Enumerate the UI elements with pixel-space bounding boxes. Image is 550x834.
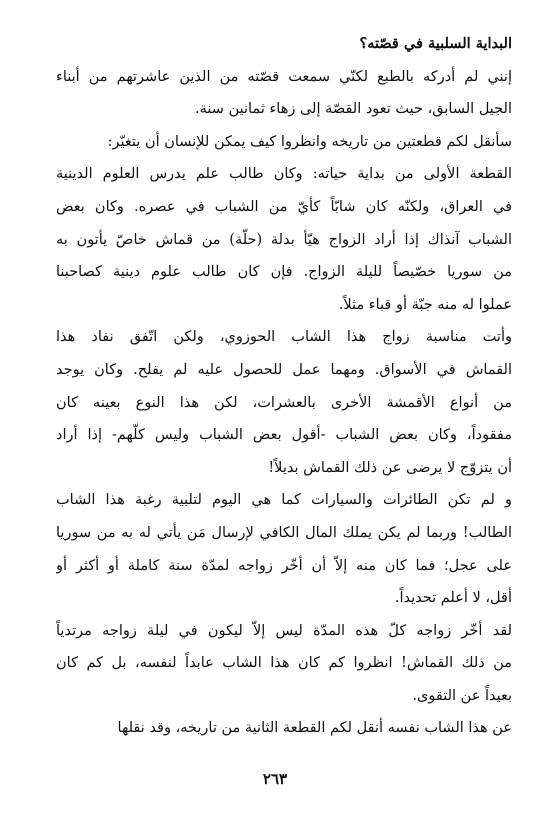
paragraph — [56, 321, 512, 484]
heading-line: البداية السلبية في قصّته؟ — [359, 35, 512, 52]
paragraph — [56, 158, 512, 321]
text-line: الشباب آنذاك إذا أراد الزواج هيّأ بدلة (حلّة) من قماش خاصّ يأتون به — [56, 231, 512, 248]
text-line: أن يتزوّج لا يرضى عن ذلك القماش بديلاً! — [268, 459, 512, 476]
text-line: بعيداً عن التقوى. — [412, 687, 512, 704]
paragraph-list — [56, 61, 512, 745]
page-number: ٢٦٣ — [262, 770, 288, 788]
text-line: أقل، لا أعلم تحديداً. — [394, 590, 512, 607]
text-line: الجيل السابق، حيث تعود القصّة إلى زهاء ثمانين سنة. — [195, 101, 512, 118]
text-line: وأتت مناسبة زواج هذا الشاب الحوزوي، ولكن اتّفق نفاد هذا — [56, 329, 512, 346]
paragraph — [56, 61, 512, 126]
text-line: سأنقل لكم قطعتين من تاريخه وانظروا كيف يمكن للإنسان أن يتغيّر: — [107, 133, 512, 150]
paragraph — [56, 615, 512, 713]
text-line: القماش في الأسواق. ومهما عمل للحصول عليه لم يفلح. وكان يوجد — [56, 361, 512, 378]
paragraph — [56, 126, 512, 159]
text-line: لقد أخّر زواجه كلّ هذه المدّة ليس إلاّ ليكون في ليلة زواجه مرتدياً — [56, 622, 512, 639]
text-line: عن هذا الشاب نفسه أنقل لكم القطعة الثانية من تاريخه، وقد نقلها — [117, 720, 512, 737]
text-line: في العراق، ولكنّه كان شابّاً كأيّ من الشباب في عصره. وكان بعض — [56, 198, 512, 215]
text-line: من أنواع الأقمشة الأخرى بالعشرات، لكن هذا النوع بعينه كان — [56, 394, 512, 411]
paragraph — [56, 484, 512, 614]
section-heading — [56, 28, 512, 61]
paragraph — [56, 712, 512, 745]
text-line: مفقوداً، وكان بعض الشباب -أقول بعض الشباب وليس كلّهم- إذا أراد — [56, 427, 512, 444]
text-line: القطعة الأولى من بداية حياته: وكان طالب علم يدرس العلوم الدينية — [56, 166, 512, 183]
text-line: من سوريا خصّيصاً لليلة الزواج. فإن كان طالب علوم دينية كصاحبنا — [56, 264, 512, 281]
text-line: من ذلك القماش! انظروا كم كان هذا الشاب عابداً لنفسه، بل كم كان — [56, 655, 512, 672]
body-text — [56, 28, 512, 745]
text-line: الطالب! وربما لم يكن يملك المال الكافي لإرسال مَن يأتي له به من سوريا — [56, 524, 512, 541]
text-line: عملوا له منه جبّة أو قباء مثلاً. — [338, 296, 512, 313]
text-line: على عجل؛ فما كان منه إلاّ أن أخّر زواجه لمدّة سنة كاملة أو أكثر أو — [56, 557, 512, 574]
text-line: و لم تكن الطائرات والسيارات كما هي اليوم لتلبية رغبة هذا الشاب — [56, 492, 512, 509]
text-line: إنني لم أدركه بالطبع لكنّي سمعت قصّته من الذين عاشرتهم من أبناء — [56, 68, 512, 85]
